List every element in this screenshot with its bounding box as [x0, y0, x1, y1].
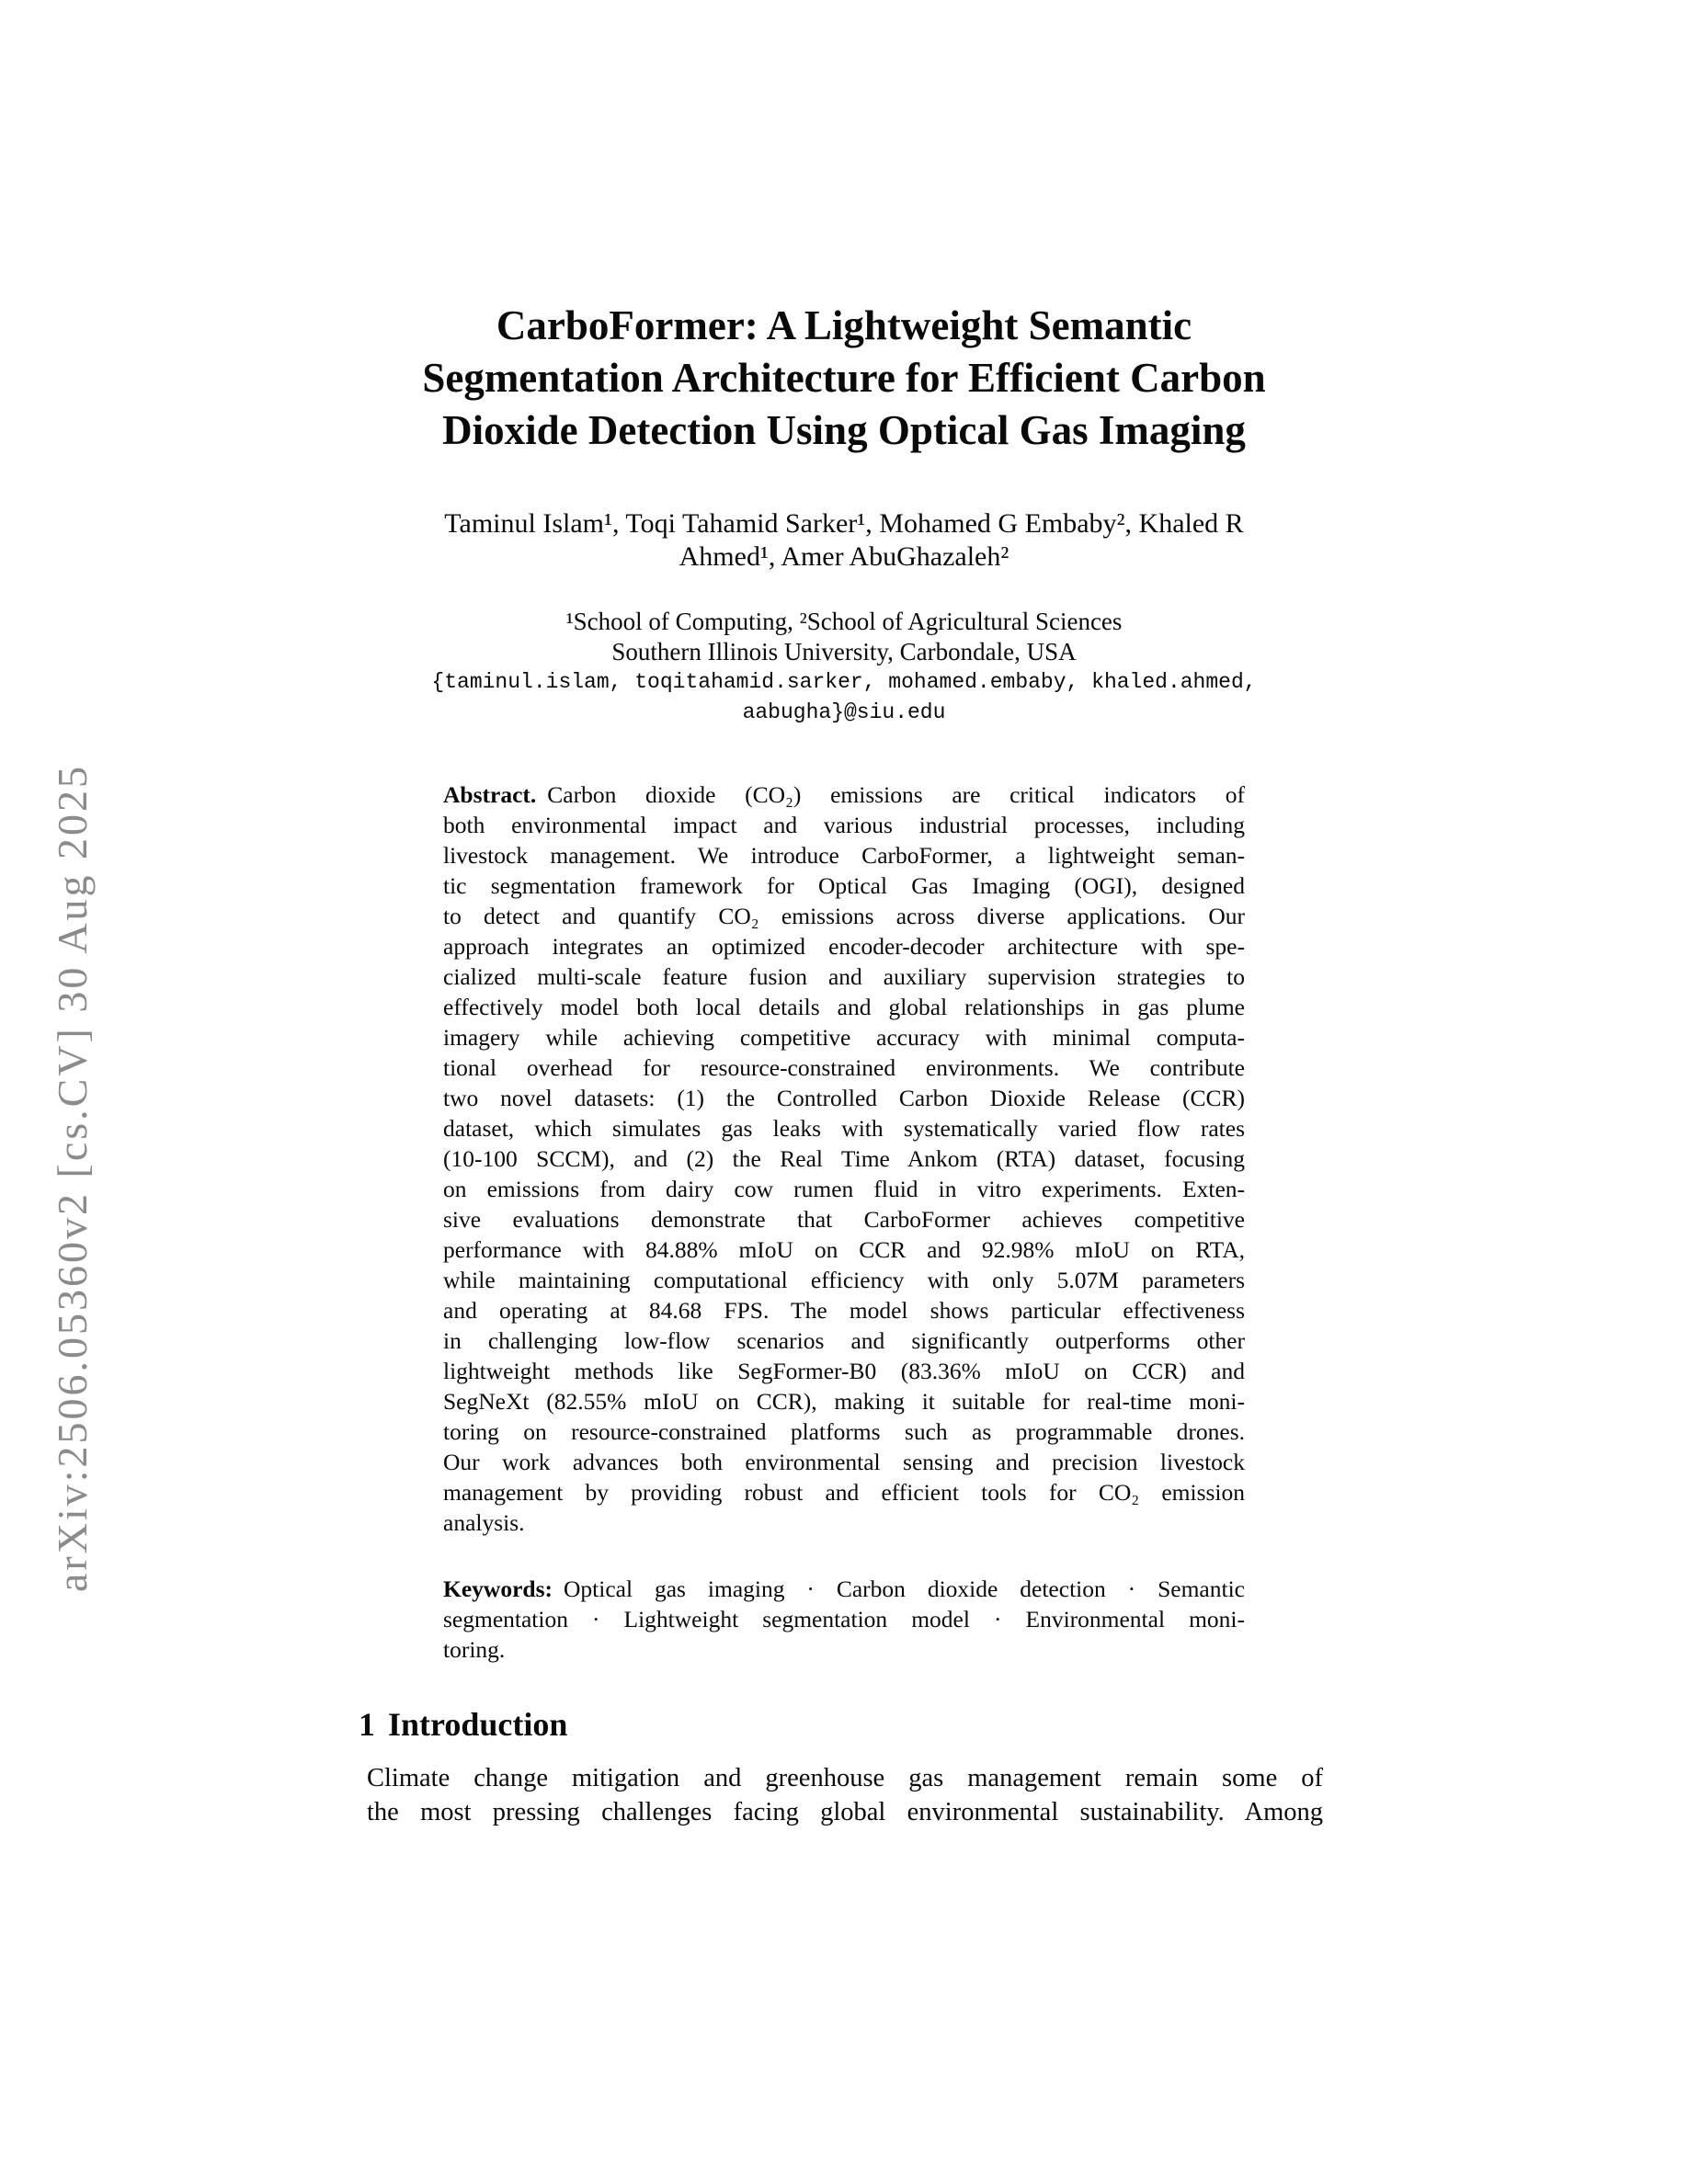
paper-title-line: CarboFormer: A Lightweight Semantic [496, 302, 1192, 348]
text-line: approach integrates an optimized encoder-decoder architecture with spe- [443, 933, 1245, 960]
text-line: tional overhead for resource-constrained environments. We contribute [443, 1054, 1245, 1081]
affiliation [366, 607, 1322, 728]
text-line: while maintaining computational efficiency with only 5.07M parameters [443, 1267, 1245, 1293]
abstract-label: Abstract. [443, 781, 537, 808]
paper-title-line: Dioxide Detection Using Optical Gas Imaging [442, 407, 1246, 453]
affiliation-line: ¹School of Computing, ²School of Agricultural Sciences [565, 608, 1123, 635]
keywords-first-line-text: Optical gas imaging · Carbon dioxide detection · Semantic [563, 1575, 1245, 1602]
text-line: the most pressing challenges facing global environmental sustainability. Among [367, 1798, 1323, 1826]
text-line: segmentation · Lightweight segmentation model · Environmental moni- [443, 1606, 1245, 1632]
paper-title-line: Segmentation Architecture for Efficient Carbon [422, 355, 1266, 401]
keywords [443, 1574, 1245, 1665]
paper-title [320, 300, 1368, 457]
text-line: to detect and quantify CO₂ emissions across diverse applications. Our [443, 903, 1245, 929]
abstract-body [443, 810, 1245, 1538]
text-line: dataset, which simulates gas leaks with systematically varied flow rates [443, 1115, 1245, 1142]
text-line: (10-100 SCCM), and (2) the Real Time Ankom (RTA) dataset, focusing [443, 1145, 1245, 1172]
text-line: cialized multi-scale feature fusion and auxiliary supervision strategies to [443, 963, 1245, 990]
section-heading-introduction [359, 1704, 1315, 1745]
text-line: toring. [443, 1636, 506, 1663]
text-line: Climate change mitigation and greenhouse gas management remain some of [367, 1764, 1323, 1792]
keywords-label: Keywords: [443, 1575, 553, 1602]
abstract [443, 779, 1245, 1538]
text-line: on emissions from dairy cow rumen fluid in vitro experiments. Exten- [443, 1176, 1245, 1202]
email-line: aabugha}@siu.edu [742, 700, 946, 724]
text-line: analysis. [443, 1509, 525, 1536]
author-emails [366, 667, 1322, 728]
text-line: Our work advances both environmental sensing and precision livestock [443, 1449, 1245, 1475]
text-line: SegNeXt (82.55% mIoU on CCR), making it suitable for real-time moni- [443, 1388, 1245, 1415]
text-line: both environmental impact and various industrial processes, including [443, 812, 1245, 838]
email-line: {taminul.islam, toqitahamid.sarker, mohamed.embaby, khaled.ahmed, [431, 670, 1257, 694]
text-line: performance with 84.88% mIoU on CCR and 92.98% mIoU on RTA, [443, 1236, 1245, 1263]
text-line: livestock management. We introduce CarboFormer, a lightweight seman- [443, 842, 1245, 869]
text-line: in challenging low-flow scenarios and significantly outperforms other [443, 1327, 1245, 1354]
text-line: lightweight methods like SegFormer-B0 (83.36% mIoU on CCR) and [443, 1358, 1245, 1384]
text-line: imagery while achieving competitive accuracy with minimal computa- [443, 1024, 1245, 1051]
introduction-paragraph [367, 1761, 1323, 1829]
text-line: effectively model both local details and global relationships in gas plume [443, 994, 1245, 1020]
author-list [366, 507, 1322, 574]
abstract-first-line [443, 779, 1245, 810]
text-line: tic segmentation framework for Optical Gas Imaging (OGI), designed [443, 872, 1245, 899]
text-line: and operating at 84.68 FPS. The model shows particular effectiveness [443, 1297, 1245, 1324]
arxiv-watermark: arXiv:2506.05360v2 [cs.CV] 30 Aug 2025 [49, 763, 96, 1592]
keywords-first-line [443, 1574, 1245, 1604]
text-line: management by providing robust and efficient tools for CO₂ emission [443, 1479, 1245, 1506]
abstract-first-line-text: Carbon dioxide (CO₂) emissions are critical indicators of [547, 781, 1245, 808]
section-title: Introduction [388, 1706, 568, 1743]
keywords-body [443, 1604, 1245, 1665]
author-line: Taminul Islam¹, Toqi Tahamid Sarker¹, Mohamed G Embaby², Khaled R [444, 508, 1244, 539]
text-line: two novel datasets: (1) the Controlled Carbon Dioxide Release (CCR) [443, 1085, 1245, 1111]
section-number: 1 [359, 1706, 375, 1743]
author-line: Ahmed¹, Amer AbuGhazaleh² [679, 541, 1009, 572]
text-line: toring on resource-constrained platforms such as programmable drones. [443, 1418, 1245, 1445]
affiliation-line: Southern Illinois University, Carbondale, USA [611, 638, 1077, 665]
text-line: sive evaluations demonstrate that CarboFormer achieves competitive [443, 1206, 1245, 1233]
